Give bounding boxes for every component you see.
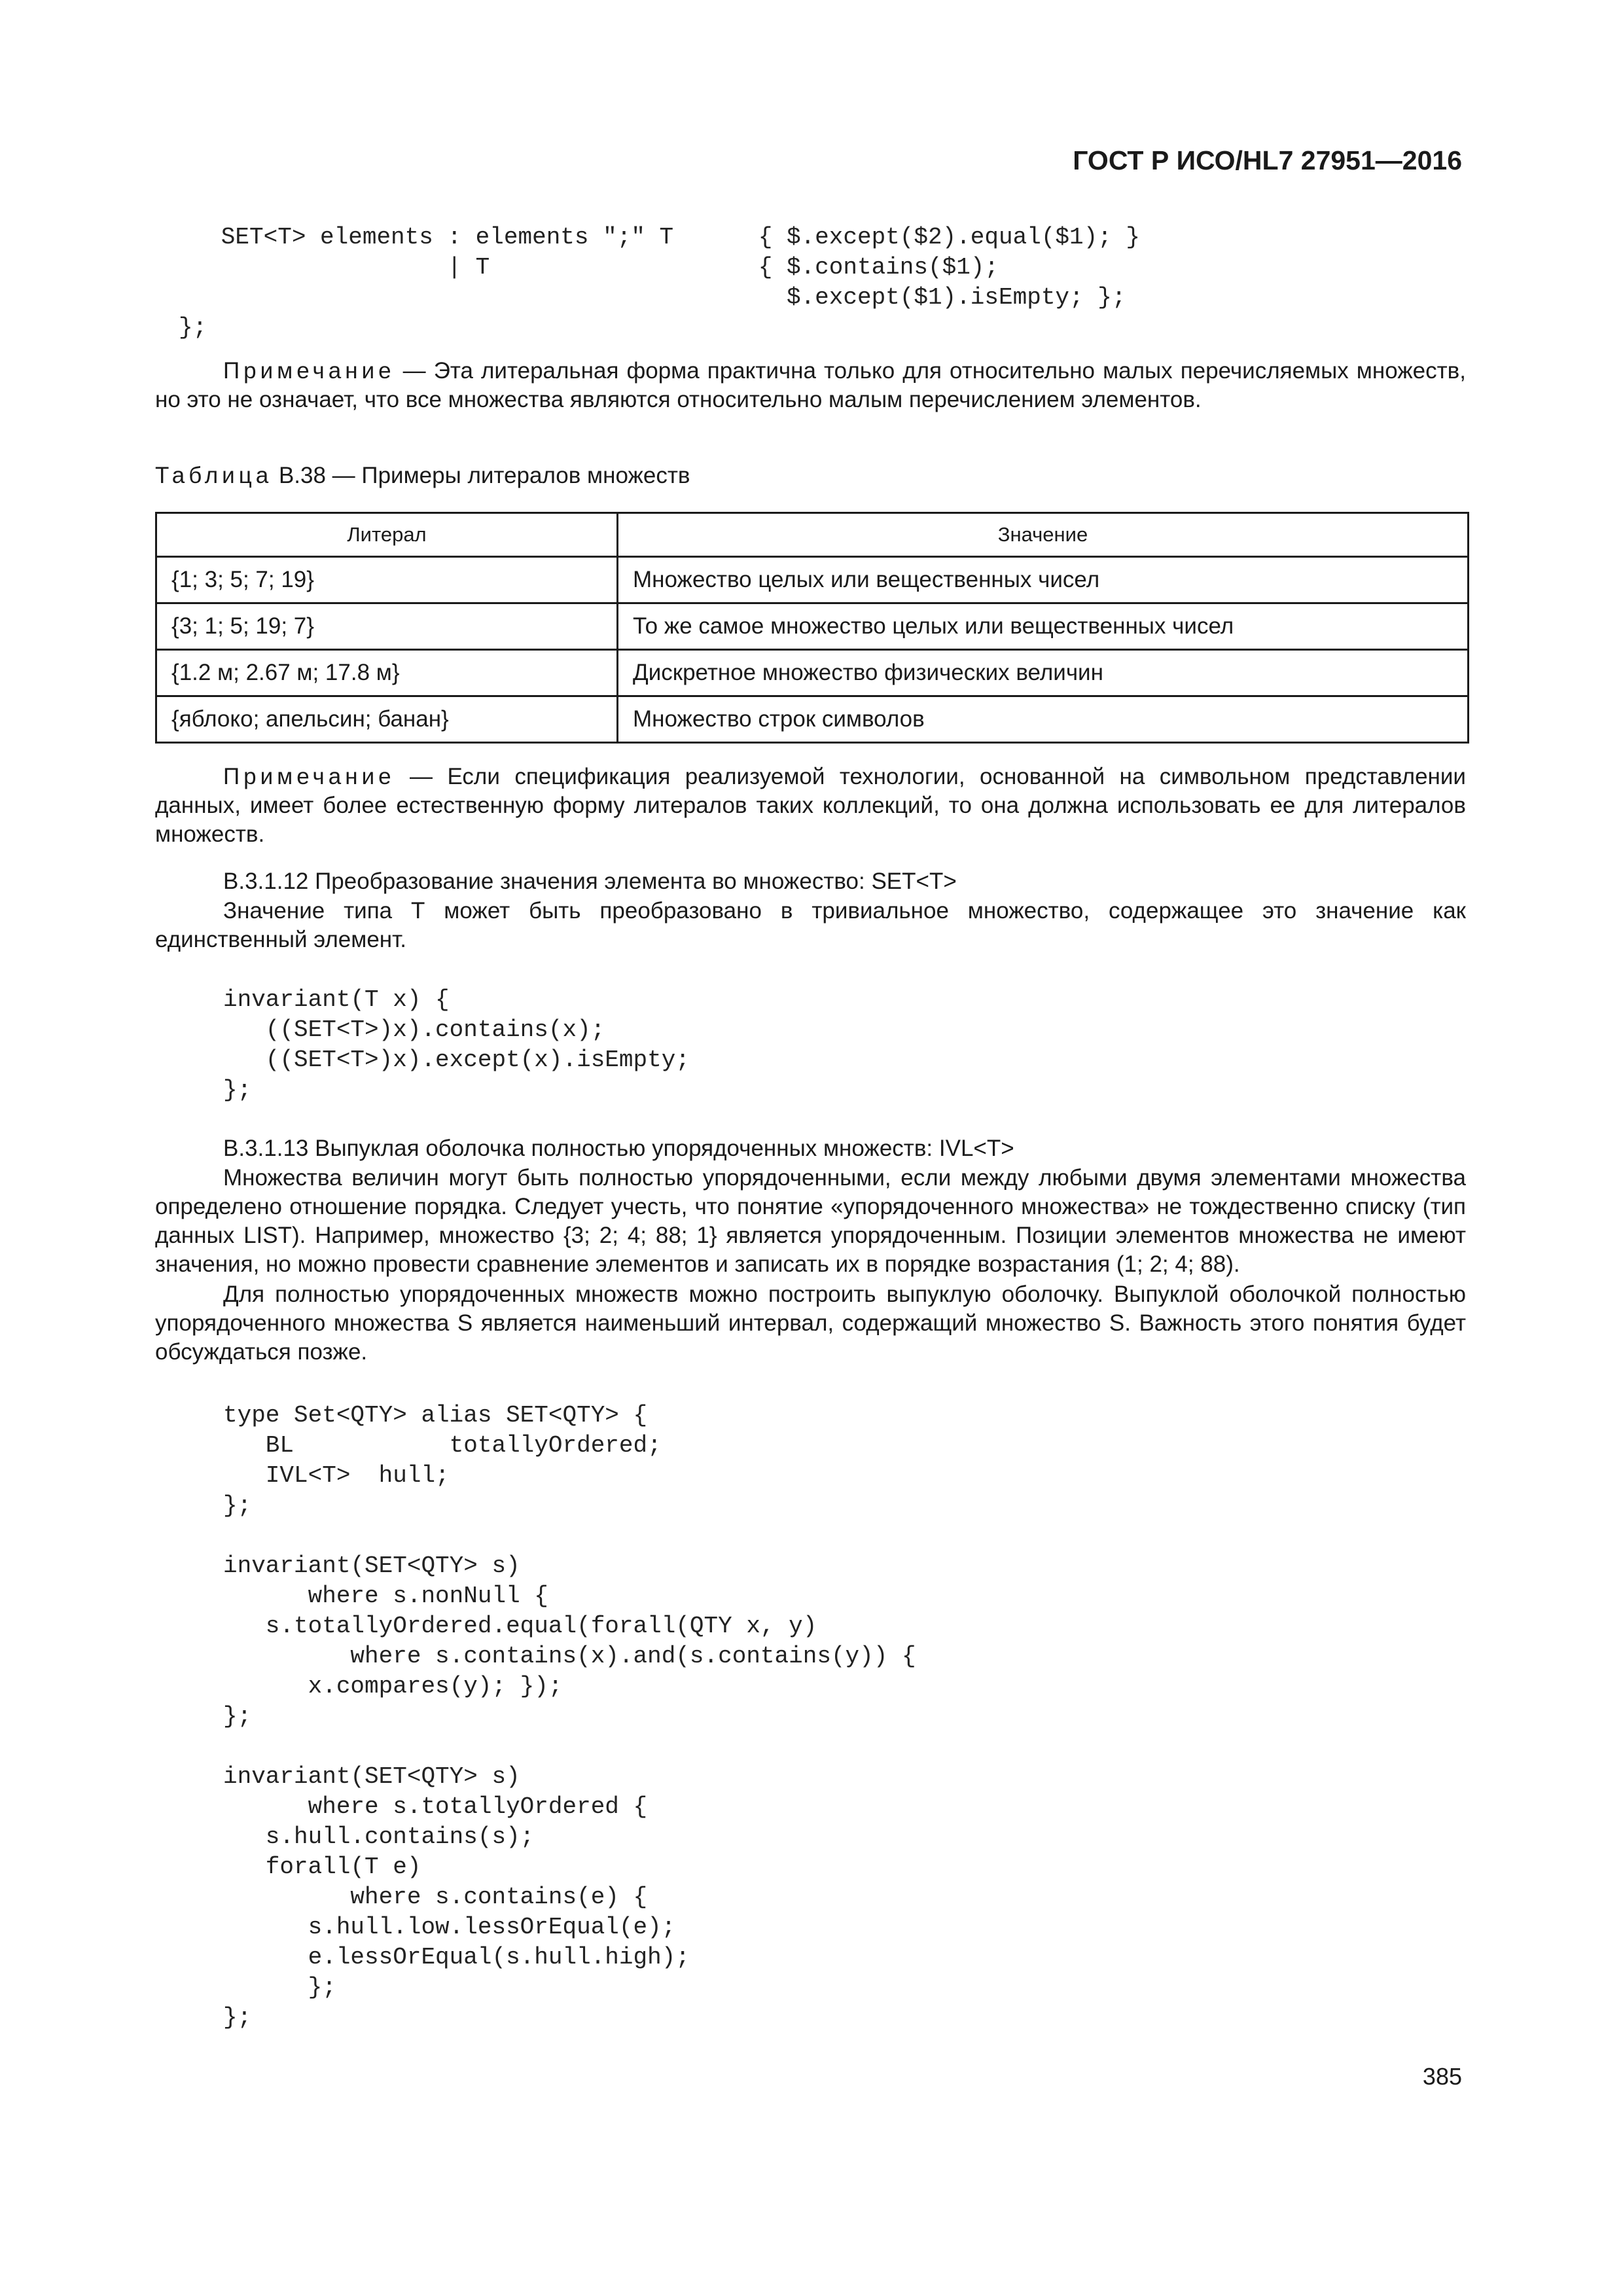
table-row xyxy=(156,696,1469,743)
note-text: — Эта литеральная форма практична только для относительно малых перечисляемых множеств, но это не означает, что все множества являются относительно малым перечислением элементов. xyxy=(155,358,1466,412)
code-line: where s.totallyOrdered { xyxy=(223,1793,648,1820)
code-line: x.compares(y); }); xyxy=(223,1673,563,1700)
table-row xyxy=(156,557,1469,603)
code-line: where s.nonNull { xyxy=(223,1583,548,1609)
page-number: 385 xyxy=(1422,2063,1462,2090)
code-line: IVL<T> hull; xyxy=(223,1462,450,1489)
table-cell: То же самое множество целых или вещественных чисел xyxy=(618,603,1469,650)
column-header-literal: Литерал xyxy=(156,513,618,557)
table-caption-text: B.38 — Примеры литералов множеств xyxy=(272,463,690,488)
code-line: $.except($1).isEmpty; }; xyxy=(179,284,1126,311)
table-cell: {1.2 м; 2.67 м; 17.8 м} xyxy=(156,650,618,696)
note-technology xyxy=(155,762,1466,849)
note-label: Примечание xyxy=(223,358,395,384)
section-text-b3113-p1: Множества величин могут быть полностью упорядоченными, если между любыми двумя элементами множества определено отношение порядка. Следует учесть, что понятие «упорядоченного множества» не тождественно списку (тип данных LIST). Например, множество {3; 2; 4; 88; 1} является упорядоченным. Позиции элементов множества не имеют значения, но можно провести сравнение элементов и записать их в порядке возрастания (1; 2; 4; 88). xyxy=(155,1165,1466,1277)
code-line: s.totallyOrdered.equal(forall(QTY x, y) xyxy=(223,1613,817,1640)
table-cell: Множество целых или вещественных чисел xyxy=(618,557,1469,603)
code-block-set-qty xyxy=(223,1401,916,2033)
table-row xyxy=(156,650,1469,696)
set-literals-table xyxy=(155,512,1469,744)
code-line: invariant(SET<QTY> s) xyxy=(223,1552,520,1579)
code-line: ((SET<T>)x).contains(x); xyxy=(223,1016,605,1043)
code-line: invariant(T x) { xyxy=(223,986,450,1013)
code-line: }; xyxy=(223,2004,252,2031)
code-line: invariant(SET<QTY> s) xyxy=(223,1763,520,1790)
code-block-invariant-single xyxy=(223,985,690,1105)
table-cell: Дискретное множество физических величин xyxy=(618,650,1469,696)
code-block-grammar xyxy=(179,223,1140,343)
note-literal-form xyxy=(155,357,1466,414)
section-heading-b3113: В.3.1.13 Выпуклая оболочка полностью упорядоченных множеств: IVL<T> xyxy=(223,1136,1014,1161)
code-line: forall(T e) xyxy=(223,1854,421,1880)
code-line: where s.contains(x).and(s.contains(y)) { xyxy=(223,1643,916,1670)
table-row xyxy=(156,603,1469,650)
code-line: }; xyxy=(223,1974,336,2001)
table-cell: {1; 3; 5; 7; 19} xyxy=(156,557,618,603)
section-heading-b3112: В.3.1.12 Преобразование значения элемента во множество: SET<T> xyxy=(223,869,957,894)
section-text-b3113-p2: Для полностью упорядоченных множеств можно построить выпуклую оболочку. Выпуклой оболочкой полностью упорядоченного множества S является наименьший интервал, содержащий множество S. Важность этого понятия будет обсуждаться позже. xyxy=(155,1282,1466,1365)
section-text-b3112: Значение типа Т может быть преобразовано в тривиальное множество, содержащее это значение как единственный элемент. xyxy=(155,898,1466,952)
code-line: ((SET<T>)x).except(x).isEmpty; xyxy=(223,1047,690,1073)
document-header: ГОСТ Р ИСО/HL7 27951—2016 xyxy=(1073,145,1462,175)
code-line: e.lessOrEqual(s.hull.high); xyxy=(223,1944,690,1971)
code-line: s.hull.contains(s); xyxy=(223,1823,535,1850)
table-caption-label: Таблица xyxy=(155,463,273,488)
code-line: }; xyxy=(223,1077,252,1103)
code-line: | T { $.contains($1); xyxy=(179,254,999,281)
code-line: type Set<QTY> alias SET<QTY> { xyxy=(223,1402,648,1429)
table-cell: {яблоко; апельсин; банан} xyxy=(156,696,618,743)
column-header-value: Значение xyxy=(618,513,1469,557)
code-line: where s.contains(e) { xyxy=(223,1884,648,1910)
code-line: BL totallyOrdered; xyxy=(223,1432,662,1459)
table-header-row xyxy=(156,513,1469,557)
note-label: Примечание xyxy=(223,764,395,789)
table-cell: Множество строк символов xyxy=(618,696,1469,743)
code-line: }; xyxy=(179,314,207,341)
table-caption xyxy=(155,461,690,490)
code-line: }; xyxy=(223,1703,252,1730)
code-line: }; xyxy=(223,1492,252,1519)
code-line: SET<T> elements : elements ";" T { $.except($2).equal($1); } xyxy=(179,224,1141,251)
note-text: — Если спецификация реализуемой технологии, основанной на символьном представлении данных, имеет более естественную форму литералов таких коллекций, то она должна использовать ее для литералов множеств. xyxy=(155,764,1466,847)
table-cell: {3; 1; 5; 19; 7} xyxy=(156,603,618,650)
code-line: s.hull.low.lessOrEqual(e); xyxy=(223,1914,676,1941)
